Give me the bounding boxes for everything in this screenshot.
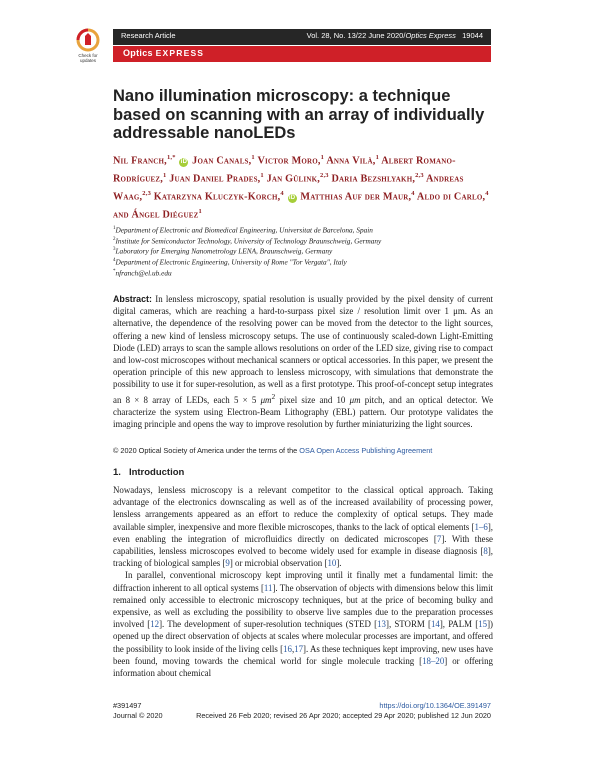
author-name: Aldo di Carlo,: [416, 191, 486, 203]
orcid-icon[interactable]: iD: [180, 159, 188, 166]
journal-bar: [113, 46, 491, 62]
author-name: Juan Daniel Prades,: [169, 173, 261, 185]
reference-link[interactable]: 13: [377, 619, 386, 630]
citation: Vol. 28, No. 13/22 June 2020/Optics Express 19044: [306, 31, 483, 40]
author-name: Jan Gülink,: [266, 173, 320, 185]
affiliation: $^2$Institute for Semiconductor Technology, University of Technology Braunschweig, Germany: [113, 236, 382, 246]
author-affiliation-mark: 4: [485, 189, 489, 197]
author-affiliation-mark: 2,3: [142, 189, 152, 197]
header-bar: [113, 29, 491, 45]
affiliation: $^4$Department of Electronic Engineering, University of Rome "Tor Vergata", Italy: [113, 257, 347, 267]
publication-dates: Received 26 Feb 2020; revised 26 Apr 2020; accepted 29 Apr 2020; published 12 Jun 2020: [196, 711, 491, 720]
reference-link[interactable]: 12: [150, 619, 160, 630]
author-name: Andreas Waag,: [113, 173, 464, 203]
journal-name: Optics EXPRESS: [123, 48, 205, 58]
paragraph: In parallel, conventional microscopy kept improving until it finally met a fundamental limit: the diffraction inherent to all optical systems [11]. The observation of objects with dimensions below this limit remained only accessible to electronic microscopy techniques, but at the price of becoming bulky and expensive, as well as excluding the possibility to observe live samples due to the preparation processes involved [12]. The development of super-resolution techniques (STED [13], STORM [14], PALM [15]) opened up the direct observation of objects at scales where molecular processes are important, and offered the possibility to look inside of the living cells [16,17]. As these techniques kept improving, new uses have been found, moving towards the chemical world for single molecule tracking [18–20] or offering information about chemical: [113, 570, 493, 679]
affiliation: $^1$Department of Electronic and Biomedical Engineering, Universitat de Barcelona, Spain: [113, 225, 373, 235]
reference-link[interactable]: 11: [263, 582, 273, 593]
author-affiliation-mark: 1: [375, 154, 380, 161]
abstract: Abstract: In lensless microscopy, spatial resolution is usually provided by the pixel density of current digital cameras, which are reaching a hard-to-surpass pixel size / resolution limit over 1 μm. As an alternative, the dependence of the resolving power can be moved from the detector to the light sources, offering a new kind of lensless microscopy setups. The use of continuously scaled-down Light-Emitting Diode (LED) arrays to scan the sample allows resolutions on order of the LED size, giving rise to compact and low-cost microscopes without mechanical scanners or optical accessories. In this paper, we present the operation principle of this new approach to lensless microscopy, with simulations that demonstrate the possibility to use it for super-resolution, as well as a first prototype. This proof-of-concept setup integrates an 8 × 8 array of LEDs, each 5 × 5 $\mu m^2$ pixel size and 10 μm pitch, and an optical detector. We characterize the system using Electron-Beam Lithography (EBL) pattern. Our prototype validates the imaging principle and opens the way to improve resolution by further miniaturizing the light sources.: [113, 294, 494, 429]
affiliation-list: [113, 224, 493, 278]
author-affiliation-mark: 1: [260, 171, 264, 179]
reference-link[interactable]: 1–6: [474, 521, 488, 532]
reference-link[interactable]: 14: [430, 619, 440, 630]
affiliation: $^3$Laboratory for Emerging Nanometrology LENA, Braunschweig, Germany: [113, 246, 333, 256]
author-name: Matthias Auf der Maur,: [300, 191, 412, 203]
article-type: Research Article: [121, 31, 176, 40]
check-for-updates-icon: [72, 28, 104, 54]
author-name: and Ángel Diéguez: [113, 209, 199, 221]
footer-left: [113, 701, 163, 721]
reference-link[interactable]: 17: [294, 643, 304, 654]
section-heading: 1. Introduction: [113, 467, 185, 478]
paper-title: Nano illumination microscopy: a technique based on scanning with an array of individually addressable nanoLEDs: [113, 87, 485, 142]
article-id: #391497: [113, 701, 142, 710]
author-name: Nil Franch,: [113, 155, 167, 167]
author-name: Anna Vilà,: [326, 155, 376, 167]
check-for-updates-label: Check for updates: [78, 53, 98, 63]
author-affiliation-mark: 4: [411, 189, 415, 197]
author-list: [113, 151, 493, 223]
journal-year: Journal © 2020: [113, 711, 163, 720]
abstract-label: Abstract:: [113, 294, 152, 304]
author-affiliation-mark: 1: [198, 207, 202, 215]
author-name: Albert Romano-Rodríguez,: [113, 155, 456, 185]
reference-link[interactable]: 7: [436, 533, 442, 544]
orcid-icon[interactable]: iD: [288, 195, 296, 202]
copyright-notice: © 2020 Optical Society of America under the terms of the OSA Open Access Publishing Agreement: [113, 446, 433, 455]
author-affiliation-mark: 1,*: [166, 154, 176, 161]
paragraph: Nowadays, lensless microscopy is a relevant competitor to the classical optical approach. Taking advantage of the electronics downscaling as well as of the increased availability of processing power, lensless arrangements appeared as an effort to reduce the complexity of optical setups. They made available simpler, inexpensive and more flexible microscopes, thanks to the lack of optical elements [1–6], even enabling the integration of microfluidics directly on dedicated microscopes [7]. With these capabilities, lensless microscopes evolved to become widely used for example in disease diagnosis [8], tracking of biological samples [9] or microbial observation [10].: [113, 485, 494, 569]
author-name: Victor Moro,: [257, 155, 321, 167]
author-affiliation-mark: 2,3: [415, 171, 424, 179]
doi-link[interactable]: https://doi.org/10.1364/OE.391497: [379, 701, 491, 710]
reference-link[interactable]: 18–20: [422, 655, 445, 666]
affiliation[interactable]: *nfranch@el.ub.edu: [113, 268, 172, 278]
introduction-text: [113, 484, 493, 679]
author-affiliation-mark: 1: [251, 154, 255, 161]
footer-right: [190, 701, 491, 721]
author-name: Daria Bezshlyakh,: [331, 173, 416, 185]
author-affiliation-mark: 4: [280, 189, 284, 197]
author-name: Joan Canals,: [192, 155, 252, 167]
author-affiliation-mark: 2,3: [320, 171, 329, 179]
license-link[interactable]: OSA Open Access Publishing Agreement: [299, 446, 433, 455]
reference-link[interactable]: 8: [483, 546, 488, 557]
reference-link[interactable]: 10: [327, 558, 337, 569]
reference-link[interactable]: 9: [225, 558, 230, 569]
reference-link[interactable]: 16: [283, 643, 292, 654]
reference-link[interactable]: 15: [478, 619, 488, 630]
check-for-updates-badge[interactable]: [72, 28, 104, 66]
author-affiliation-mark: 1: [320, 154, 325, 161]
author-affiliation-mark: 1: [163, 171, 167, 179]
author-name: Katarzyna Kluczyk-Korch,: [153, 191, 281, 203]
